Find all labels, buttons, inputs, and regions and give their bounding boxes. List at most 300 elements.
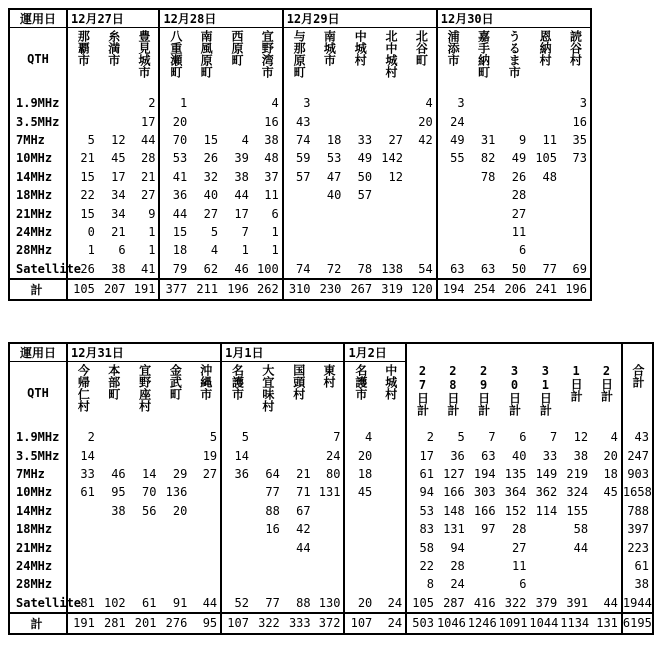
- total-cell: 1134: [560, 613, 591, 634]
- qso-count-cell: 1: [241, 243, 249, 258]
- qso-count-cell: [591, 502, 622, 520]
- qso-count-cell: 6: [519, 430, 527, 445]
- band-label: 7MHz: [9, 131, 67, 149]
- qso-count-cell: 152: [504, 503, 527, 518]
- location-name: 沖縄市: [198, 364, 213, 400]
- qso-count-cell: 1: [148, 243, 156, 258]
- qso-count-cell: 44: [234, 188, 249, 203]
- day-header: 12月28日: [159, 9, 282, 28]
- qso-count-cell: [468, 204, 499, 222]
- qso-count-cell: 27: [203, 206, 219, 221]
- qso-count-cell: 43: [283, 112, 314, 130]
- qso-count-cell: 38: [111, 261, 126, 276]
- qso-count-cell: [468, 538, 499, 556]
- qso-count-cell: 97: [481, 522, 496, 537]
- total-label: 計: [9, 613, 67, 634]
- location-header: [283, 362, 314, 425]
- qso-count-cell: [129, 575, 160, 593]
- qso-count-cell: [190, 502, 221, 520]
- qso-count-cell: 105: [406, 594, 437, 613]
- qso-count-cell: 15: [203, 132, 219, 147]
- location-header: [560, 28, 591, 91]
- qso-count-cell: 17: [140, 114, 156, 129]
- qso-count-cell: 95: [111, 485, 126, 500]
- total-cell: 281: [98, 613, 129, 634]
- qso-count-cell: 18: [603, 466, 618, 481]
- band-row: [9, 223, 591, 241]
- qso-count-cell: 70: [142, 485, 157, 500]
- location-header: [622, 362, 653, 425]
- qso-count-cell: [375, 223, 406, 241]
- location-name: 宜野湾市: [260, 30, 275, 78]
- qso-count-cell: [314, 223, 345, 241]
- qso-count-cell: 17: [406, 446, 437, 464]
- qso-count-cell: [344, 223, 375, 241]
- qso-count-cell: [406, 241, 437, 259]
- qso-count-cell: 31: [480, 132, 496, 147]
- qso-count-cell: 79: [159, 260, 190, 279]
- qso-count-cell: 362: [535, 485, 558, 500]
- total-cell: 194: [437, 279, 468, 300]
- qso-count-cell: 391: [566, 595, 589, 610]
- location-header: [129, 362, 160, 425]
- qso-count-cell: 70: [159, 131, 190, 149]
- qso-count-cell: 77: [265, 485, 280, 500]
- qso-count-cell: 5: [210, 224, 219, 239]
- qso-count-cell: [529, 186, 560, 204]
- qso-count-cell: [468, 575, 499, 593]
- location-name: 中城村: [383, 364, 398, 400]
- qso-count-cell: 416: [473, 595, 496, 610]
- qso-table-1: [8, 8, 592, 301]
- qso-count-cell: 44: [296, 540, 311, 555]
- qso-count-cell: 78: [480, 169, 496, 184]
- band-row: [9, 424, 653, 446]
- total-cell: 191: [129, 279, 160, 300]
- qso-count-cell: 4: [271, 96, 279, 111]
- qso-count-cell: 4: [425, 96, 433, 111]
- qso-count-cell: 40: [511, 448, 527, 463]
- location-name: 豊見城市: [137, 30, 152, 78]
- qso-count-cell: [529, 557, 560, 575]
- qso-count-cell: [98, 90, 129, 112]
- location-name: 1日計: [569, 363, 584, 402]
- total-cell: 503: [406, 613, 437, 634]
- band-row: [9, 575, 653, 593]
- qso-count-cell: [314, 502, 345, 520]
- total-cell: 206: [498, 279, 529, 300]
- qso-count-cell: [375, 186, 406, 204]
- qso-count-cell: [375, 538, 406, 556]
- qso-count-cell: [283, 575, 314, 593]
- total-cell: 1246: [468, 613, 499, 634]
- qso-count-cell: [129, 538, 160, 556]
- qso-count-cell: 11: [264, 188, 279, 203]
- qso-count-cell: 102: [103, 595, 126, 610]
- qso-count-cell: 324: [566, 485, 589, 500]
- qso-count-cell: [221, 538, 252, 556]
- qso-count-cell: 1: [159, 90, 190, 112]
- qso-count-cell: 38: [622, 575, 653, 593]
- qso-count-cell: 44: [573, 540, 589, 555]
- band-row: [9, 168, 591, 186]
- location-name: 今帰仁村: [76, 364, 91, 412]
- qso-count-cell: 166: [473, 503, 496, 518]
- qso-count-cell: 21: [67, 149, 98, 167]
- qso-count-cell: [98, 575, 129, 593]
- total-cell: 107: [344, 613, 375, 634]
- total-cell: 191: [67, 613, 98, 634]
- qso-count-cell: 16: [264, 114, 279, 129]
- qso-count-cell: [159, 424, 190, 446]
- band-label: 3.5MHz: [9, 446, 67, 464]
- location-header: [468, 28, 499, 91]
- band-label: 10MHz: [9, 483, 67, 501]
- qso-count-cell: [221, 557, 252, 575]
- qso-count-cell: [406, 186, 437, 204]
- qso-count-cell: [560, 204, 591, 222]
- qso-count-cell: 8: [406, 575, 437, 593]
- qso-count-cell: 142: [381, 151, 403, 166]
- qso-count-cell: 44: [202, 595, 218, 610]
- qso-count-cell: [529, 520, 560, 538]
- location-header: [252, 28, 283, 91]
- location-header: [159, 362, 190, 425]
- qso-count-cell: 26: [203, 151, 219, 166]
- qso-count-cell: 36: [450, 448, 465, 463]
- qso-count-cell: [344, 204, 375, 222]
- qso-count-cell: 6: [118, 243, 126, 258]
- location-header: [406, 28, 437, 91]
- qso-count-cell: 49: [357, 151, 373, 166]
- qso-count-cell: 80: [326, 466, 341, 481]
- qso-count-cell: 91: [172, 595, 188, 610]
- qso-count-cell: 11: [511, 224, 527, 239]
- qso-count-cell: 7: [550, 430, 558, 445]
- qso-count-cell: 0: [67, 223, 98, 241]
- qso-count-cell: 20: [159, 112, 190, 130]
- location-name: 浦添市: [446, 30, 461, 66]
- qso-count-cell: [375, 241, 406, 259]
- qso-count-cell: [591, 520, 622, 538]
- qso-count-cell: 44: [603, 595, 618, 610]
- qso-count-cell: [529, 241, 560, 259]
- location-header: [221, 28, 252, 91]
- day-header: 12月31日: [67, 343, 221, 362]
- qso-count-cell: 34: [111, 206, 126, 221]
- qso-count-cell: 14: [142, 466, 157, 481]
- band-label: 24MHz: [9, 223, 67, 241]
- day-header: 12月27日: [67, 9, 159, 28]
- operation-date-header: 運用日: [9, 9, 67, 28]
- location-header: [190, 362, 221, 425]
- band-label: 14MHz: [9, 168, 67, 186]
- location-name: 宜野座村: [137, 364, 152, 412]
- qso-count-cell: 11: [511, 558, 527, 573]
- qso-count-cell: 4: [610, 430, 618, 445]
- qso-count-cell: 26: [67, 260, 98, 279]
- qso-count-cell: 59: [283, 149, 314, 167]
- band-row: [9, 90, 591, 112]
- qso-count-cell: 38: [573, 448, 589, 463]
- qso-count-cell: [344, 575, 375, 593]
- qso-count-cell: 56: [142, 503, 157, 518]
- qso-count-cell: 64: [265, 466, 280, 481]
- qso-count-cell: 149: [535, 466, 558, 481]
- qso-count-cell: 38: [234, 169, 249, 184]
- qso-count-cell: 903: [622, 465, 653, 483]
- qso-count-cell: 33: [67, 465, 98, 483]
- qso-count-cell: 28: [511, 522, 527, 537]
- location-header: [529, 362, 560, 425]
- qso-count-cell: 166: [443, 485, 465, 500]
- band-label: 28MHz: [9, 241, 67, 259]
- location-header: [252, 362, 283, 425]
- qso-count-cell: 77: [542, 261, 557, 276]
- qso-count-cell: 9: [148, 206, 156, 221]
- qso-count-cell: [129, 520, 160, 538]
- day-header: 1月1日: [221, 343, 344, 362]
- qso-count-cell: 38: [264, 132, 279, 147]
- qso-count-cell: 3: [437, 90, 468, 112]
- qso-count-cell: [221, 520, 252, 538]
- qso-count-cell: 32: [203, 169, 219, 184]
- qso-count-cell: 17: [111, 169, 126, 184]
- qso-count-cell: 50: [511, 261, 527, 276]
- band-row: [9, 502, 653, 520]
- qso-count-cell: [529, 223, 560, 241]
- location-header: [437, 28, 468, 91]
- band-label: 7MHz: [9, 465, 67, 483]
- qso-count-cell: [375, 204, 406, 222]
- total-cell: 310: [283, 279, 314, 300]
- band-label: 28MHz: [9, 575, 67, 593]
- qso-count-cell: 21: [296, 466, 311, 481]
- qso-count-cell: 5: [67, 131, 98, 149]
- band-label: 24MHz: [9, 557, 67, 575]
- total-cell: 230: [314, 279, 345, 300]
- qso-count-cell: 61: [622, 557, 653, 575]
- location-header: [468, 362, 499, 425]
- qso-count-cell: 127: [443, 466, 465, 481]
- qso-count-cell: 15: [159, 223, 190, 241]
- qso-count-cell: [283, 446, 314, 464]
- qso-count-cell: 50: [357, 169, 373, 184]
- qso-count-cell: 2: [148, 96, 156, 111]
- qso-count-cell: [529, 538, 560, 556]
- qso-count-cell: 247: [622, 446, 653, 464]
- qso-count-cell: [375, 483, 406, 501]
- day-header: 12月29日: [283, 9, 437, 28]
- qso-count-cell: [252, 446, 283, 464]
- total-cell: 333: [283, 613, 314, 634]
- qso-count-cell: 53: [326, 151, 342, 166]
- qso-count-cell: 44: [140, 132, 156, 147]
- location-name: 嘉手納町: [476, 30, 491, 78]
- qso-count-cell: [560, 223, 591, 241]
- qso-count-cell: 105: [535, 151, 557, 166]
- qso-count-cell: 33: [542, 448, 558, 463]
- qso-count-cell: 322: [504, 595, 527, 610]
- qso-count-cell: 20: [344, 594, 375, 613]
- qso-count-cell: [252, 538, 283, 556]
- qso-count-cell: [190, 538, 221, 556]
- qso-count-cell: 71: [296, 485, 311, 500]
- total-cell: 120: [406, 279, 437, 300]
- qso-count-cell: [221, 502, 252, 520]
- qso-count-cell: 194: [473, 466, 496, 481]
- qso-count-cell: 39: [234, 151, 249, 166]
- qso-count-cell: 82: [480, 151, 496, 166]
- qso-count-cell: [283, 186, 314, 204]
- qso-count-cell: [221, 483, 252, 501]
- qso-table-2: [8, 342, 654, 635]
- qso-count-cell: 24: [387, 595, 403, 610]
- day-header: [406, 343, 622, 362]
- qso-count-cell: 18: [159, 241, 190, 259]
- qso-count-cell: 15: [67, 204, 98, 222]
- qso-count-cell: 12: [573, 430, 589, 445]
- qth-header: QTH: [9, 28, 67, 91]
- qso-count-cell: [98, 446, 129, 464]
- qso-count-cell: 40: [203, 188, 219, 203]
- qso-count-cell: 67: [296, 503, 311, 518]
- qso-count-cell: 219: [566, 466, 589, 481]
- qso-count-cell: 46: [111, 466, 126, 481]
- qso-count-cell: 223: [622, 538, 653, 556]
- location-header: [560, 362, 591, 425]
- qso-count-cell: 2: [406, 424, 437, 446]
- qso-count-cell: 34: [111, 188, 126, 203]
- qso-count-cell: 45: [603, 485, 618, 500]
- total-cell: 372: [314, 613, 345, 634]
- band-label: Satellite: [9, 594, 67, 613]
- qso-count-cell: 24: [450, 577, 465, 592]
- qso-count-cell: 5: [209, 430, 218, 445]
- location-header: [190, 28, 221, 91]
- total-row: [9, 279, 591, 300]
- qso-count-cell: 20: [418, 114, 433, 129]
- total-cell: 241: [529, 279, 560, 300]
- qso-count-cell: [129, 557, 160, 575]
- qso-count-cell: [190, 557, 221, 575]
- qso-count-cell: [98, 520, 129, 538]
- band-row: [9, 186, 591, 204]
- location-name: 糸満市: [106, 30, 121, 66]
- qso-count-cell: [314, 112, 345, 130]
- qso-count-cell: 303: [473, 485, 496, 500]
- qso-count-cell: 3: [283, 90, 314, 112]
- qso-count-cell: 5: [221, 424, 252, 446]
- qso-count-cell: 14: [221, 446, 252, 464]
- qso-count-cell: [560, 241, 591, 259]
- qso-count-cell: 62: [203, 261, 219, 276]
- qso-count-cell: 12: [111, 132, 126, 147]
- qso-count-cell: 43: [622, 424, 653, 446]
- location-name: 北中城村: [384, 30, 399, 78]
- qso-count-cell: 18: [344, 465, 375, 483]
- total-cell: 6195: [622, 613, 653, 634]
- qso-count-cell: [98, 538, 129, 556]
- band-label: 1.9MHz: [9, 90, 67, 112]
- total-cell: 131: [591, 613, 622, 634]
- qso-count-cell: [529, 90, 560, 112]
- qso-count-cell: [283, 424, 314, 446]
- qso-count-cell: 24: [326, 448, 341, 463]
- qso-count-cell: [344, 520, 375, 538]
- total-cell: 201: [129, 613, 160, 634]
- band-label: 14MHz: [9, 502, 67, 520]
- qso-count-cell: 138: [381, 261, 403, 276]
- qso-count-cell: 4: [344, 424, 375, 446]
- total-cell: 207: [98, 279, 129, 300]
- location-header: [499, 362, 530, 425]
- qso-count-cell: 100: [257, 261, 279, 276]
- location-header: [314, 362, 345, 425]
- qso-count-cell: 7: [488, 430, 496, 445]
- location-header: [314, 28, 345, 91]
- qso-count-cell: 88: [265, 503, 280, 518]
- band-label: 18MHz: [9, 520, 67, 538]
- band-label: 10MHz: [9, 149, 67, 167]
- location-header: [437, 362, 468, 425]
- qso-count-cell: 21: [111, 224, 126, 239]
- location-header: [67, 28, 98, 91]
- location-name: 南城市: [322, 30, 337, 66]
- qso-count-cell: 27: [511, 540, 527, 555]
- qso-count-cell: 28: [450, 558, 465, 573]
- location-name: 読谷村: [568, 30, 583, 66]
- qso-count-cell: [468, 557, 499, 575]
- qso-count-cell: [560, 557, 591, 575]
- qso-count-cell: [314, 90, 345, 112]
- qso-count-cell: [406, 168, 437, 186]
- qso-count-cell: 397: [622, 520, 653, 538]
- qso-count-cell: [437, 168, 468, 186]
- qso-count-cell: [375, 575, 406, 593]
- qso-count-cell: [98, 112, 129, 130]
- total-cell: 196: [221, 279, 252, 300]
- qso-count-cell: 61: [406, 465, 437, 483]
- qso-count-cell: 9: [518, 132, 527, 147]
- qso-count-cell: [375, 90, 406, 112]
- band-label: 3.5MHz: [9, 112, 67, 130]
- location-header: [67, 362, 98, 425]
- qso-count-cell: 33: [357, 132, 373, 147]
- qso-count-cell: [159, 520, 190, 538]
- qso-count-cell: 37: [264, 169, 279, 184]
- location-name: 30日計: [507, 363, 522, 416]
- qso-count-cell: 69: [572, 261, 587, 276]
- qso-count-cell: [468, 90, 499, 112]
- location-name: 与那原町: [292, 30, 307, 78]
- qso-count-cell: 7: [241, 224, 249, 239]
- qso-count-cell: 148: [443, 503, 465, 518]
- qso-count-cell: 11: [542, 132, 557, 147]
- day-header: 12月30日: [437, 9, 591, 28]
- location-name: 本部町: [106, 364, 121, 400]
- qso-count-cell: [221, 575, 252, 593]
- qso-count-cell: 58: [573, 522, 589, 537]
- qso-count-cell: 131: [318, 485, 341, 500]
- qso-count-cell: 2: [67, 424, 98, 446]
- qso-count-cell: [314, 575, 345, 593]
- band-row: [9, 594, 653, 613]
- qso-count-cell: 1944: [622, 594, 653, 613]
- qso-count-cell: 38: [111, 503, 126, 518]
- qso-count-cell: [159, 446, 190, 464]
- qso-count-cell: [437, 223, 468, 241]
